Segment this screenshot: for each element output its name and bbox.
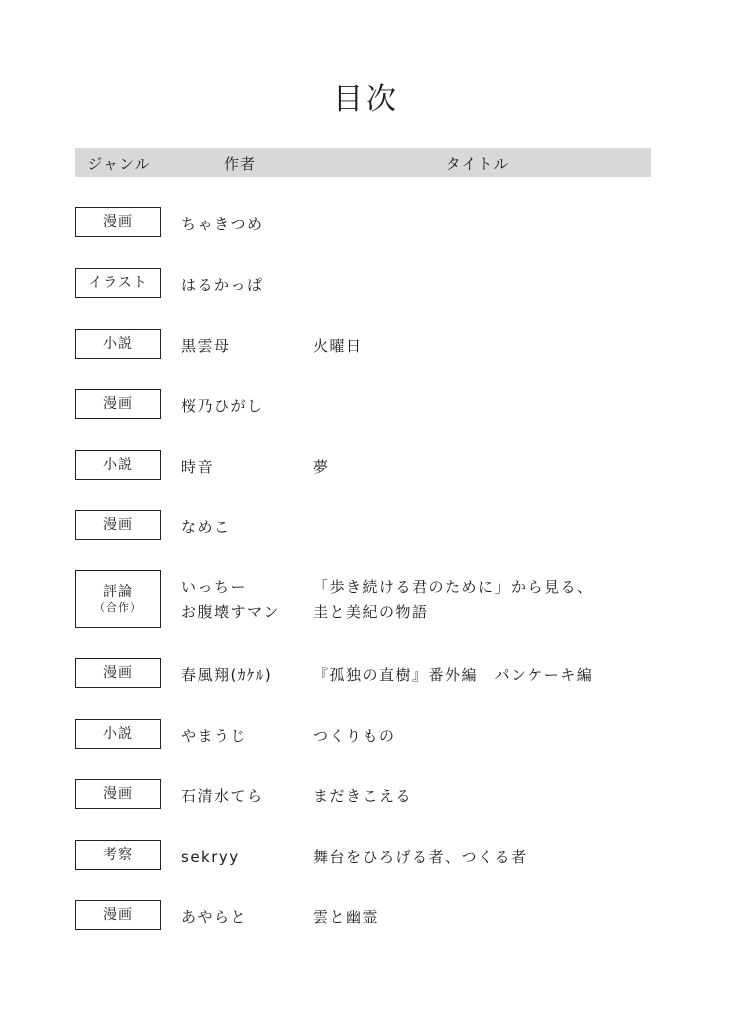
- author-name: [181, 455, 214, 480]
- work-title: [313, 455, 330, 480]
- title-line: 「歩き続ける君のために」から見る、: [313, 578, 594, 596]
- genre-text: 評論: [103, 583, 133, 600]
- author-line: 石清水てら: [181, 787, 264, 805]
- header-author: 作者: [223, 155, 256, 173]
- genre-label: [75, 510, 161, 540]
- genre-label: [75, 389, 161, 419]
- work-title: [313, 905, 379, 930]
- work-title: [313, 784, 412, 809]
- title-line: 夢: [313, 458, 330, 476]
- genre-text: 漫画: [103, 516, 133, 533]
- table-header: [75, 148, 651, 177]
- genre-label: [75, 450, 161, 480]
- title-line: 舞台をひろげる者、つくる者: [313, 848, 528, 866]
- author-line: あやらと: [181, 908, 248, 926]
- genre-text: 漫画: [103, 395, 133, 412]
- author-name: [181, 575, 280, 625]
- author-line: 桜乃ひがし: [181, 397, 264, 415]
- genre-label: [75, 207, 161, 237]
- work-title: [313, 334, 363, 359]
- genre-text: 小説: [103, 725, 133, 742]
- author-line: 春風翔(ｶｹﾙ): [181, 666, 273, 684]
- genre-label: [75, 329, 161, 359]
- author-name: [181, 663, 272, 688]
- genre-text: 小説: [103, 456, 133, 473]
- author-name: [181, 394, 264, 419]
- author-line: ちゃきつめ: [181, 215, 264, 233]
- work-title: [313, 663, 593, 688]
- header-title: タイトル: [445, 155, 510, 173]
- author-name: [181, 845, 240, 870]
- author-name: [181, 905, 247, 930]
- genre-label: [75, 570, 161, 628]
- author-name: [181, 334, 231, 359]
- genre-label: [75, 900, 161, 930]
- author-name: [181, 784, 264, 809]
- author-line: sekryy: [181, 848, 240, 866]
- author-line: 時音: [181, 458, 215, 476]
- title-line: まだきこえる: [313, 787, 413, 805]
- genre-label: [75, 840, 161, 870]
- author-name: [181, 273, 264, 298]
- title-line: 火曜日: [313, 337, 363, 355]
- title-line: 『孤独の直樹』番外編 パンケーキ編: [313, 666, 594, 684]
- genre-label: [75, 268, 161, 298]
- title-line: 雲と幽霊: [313, 908, 380, 926]
- author-line: やまうじ: [181, 727, 248, 745]
- genre-text: 漫画: [103, 785, 133, 802]
- author-line: 黒雲母: [181, 337, 231, 355]
- author-name: [181, 515, 231, 540]
- title-line: つくりもの: [313, 727, 396, 745]
- work-title: [313, 575, 594, 625]
- genre-label: [75, 719, 161, 749]
- author-line: なめこ: [181, 518, 231, 536]
- author-line: はるかっぱ: [181, 276, 264, 294]
- genre-subtext: （合作）: [94, 600, 142, 614]
- title-line: 圭と美紀の物語: [313, 603, 429, 621]
- genre-text: イラスト: [88, 274, 148, 291]
- genre-text: 漫画: [103, 213, 133, 230]
- page-title: 目次: [333, 82, 399, 117]
- work-title: [313, 845, 528, 870]
- author-name: [181, 212, 264, 237]
- author-name: [181, 724, 247, 749]
- genre-text: 考察: [103, 846, 133, 863]
- work-title: [313, 724, 396, 749]
- author-line: いっちー: [181, 578, 248, 596]
- genre-text: 小説: [103, 335, 133, 352]
- genre-text: 漫画: [103, 664, 133, 681]
- author-line: お腹壊すマン: [181, 603, 281, 621]
- genre-text: 漫画: [103, 906, 133, 923]
- genre-label: [75, 658, 161, 688]
- genre-label: [75, 779, 161, 809]
- header-genre: ジャンル: [87, 155, 151, 173]
